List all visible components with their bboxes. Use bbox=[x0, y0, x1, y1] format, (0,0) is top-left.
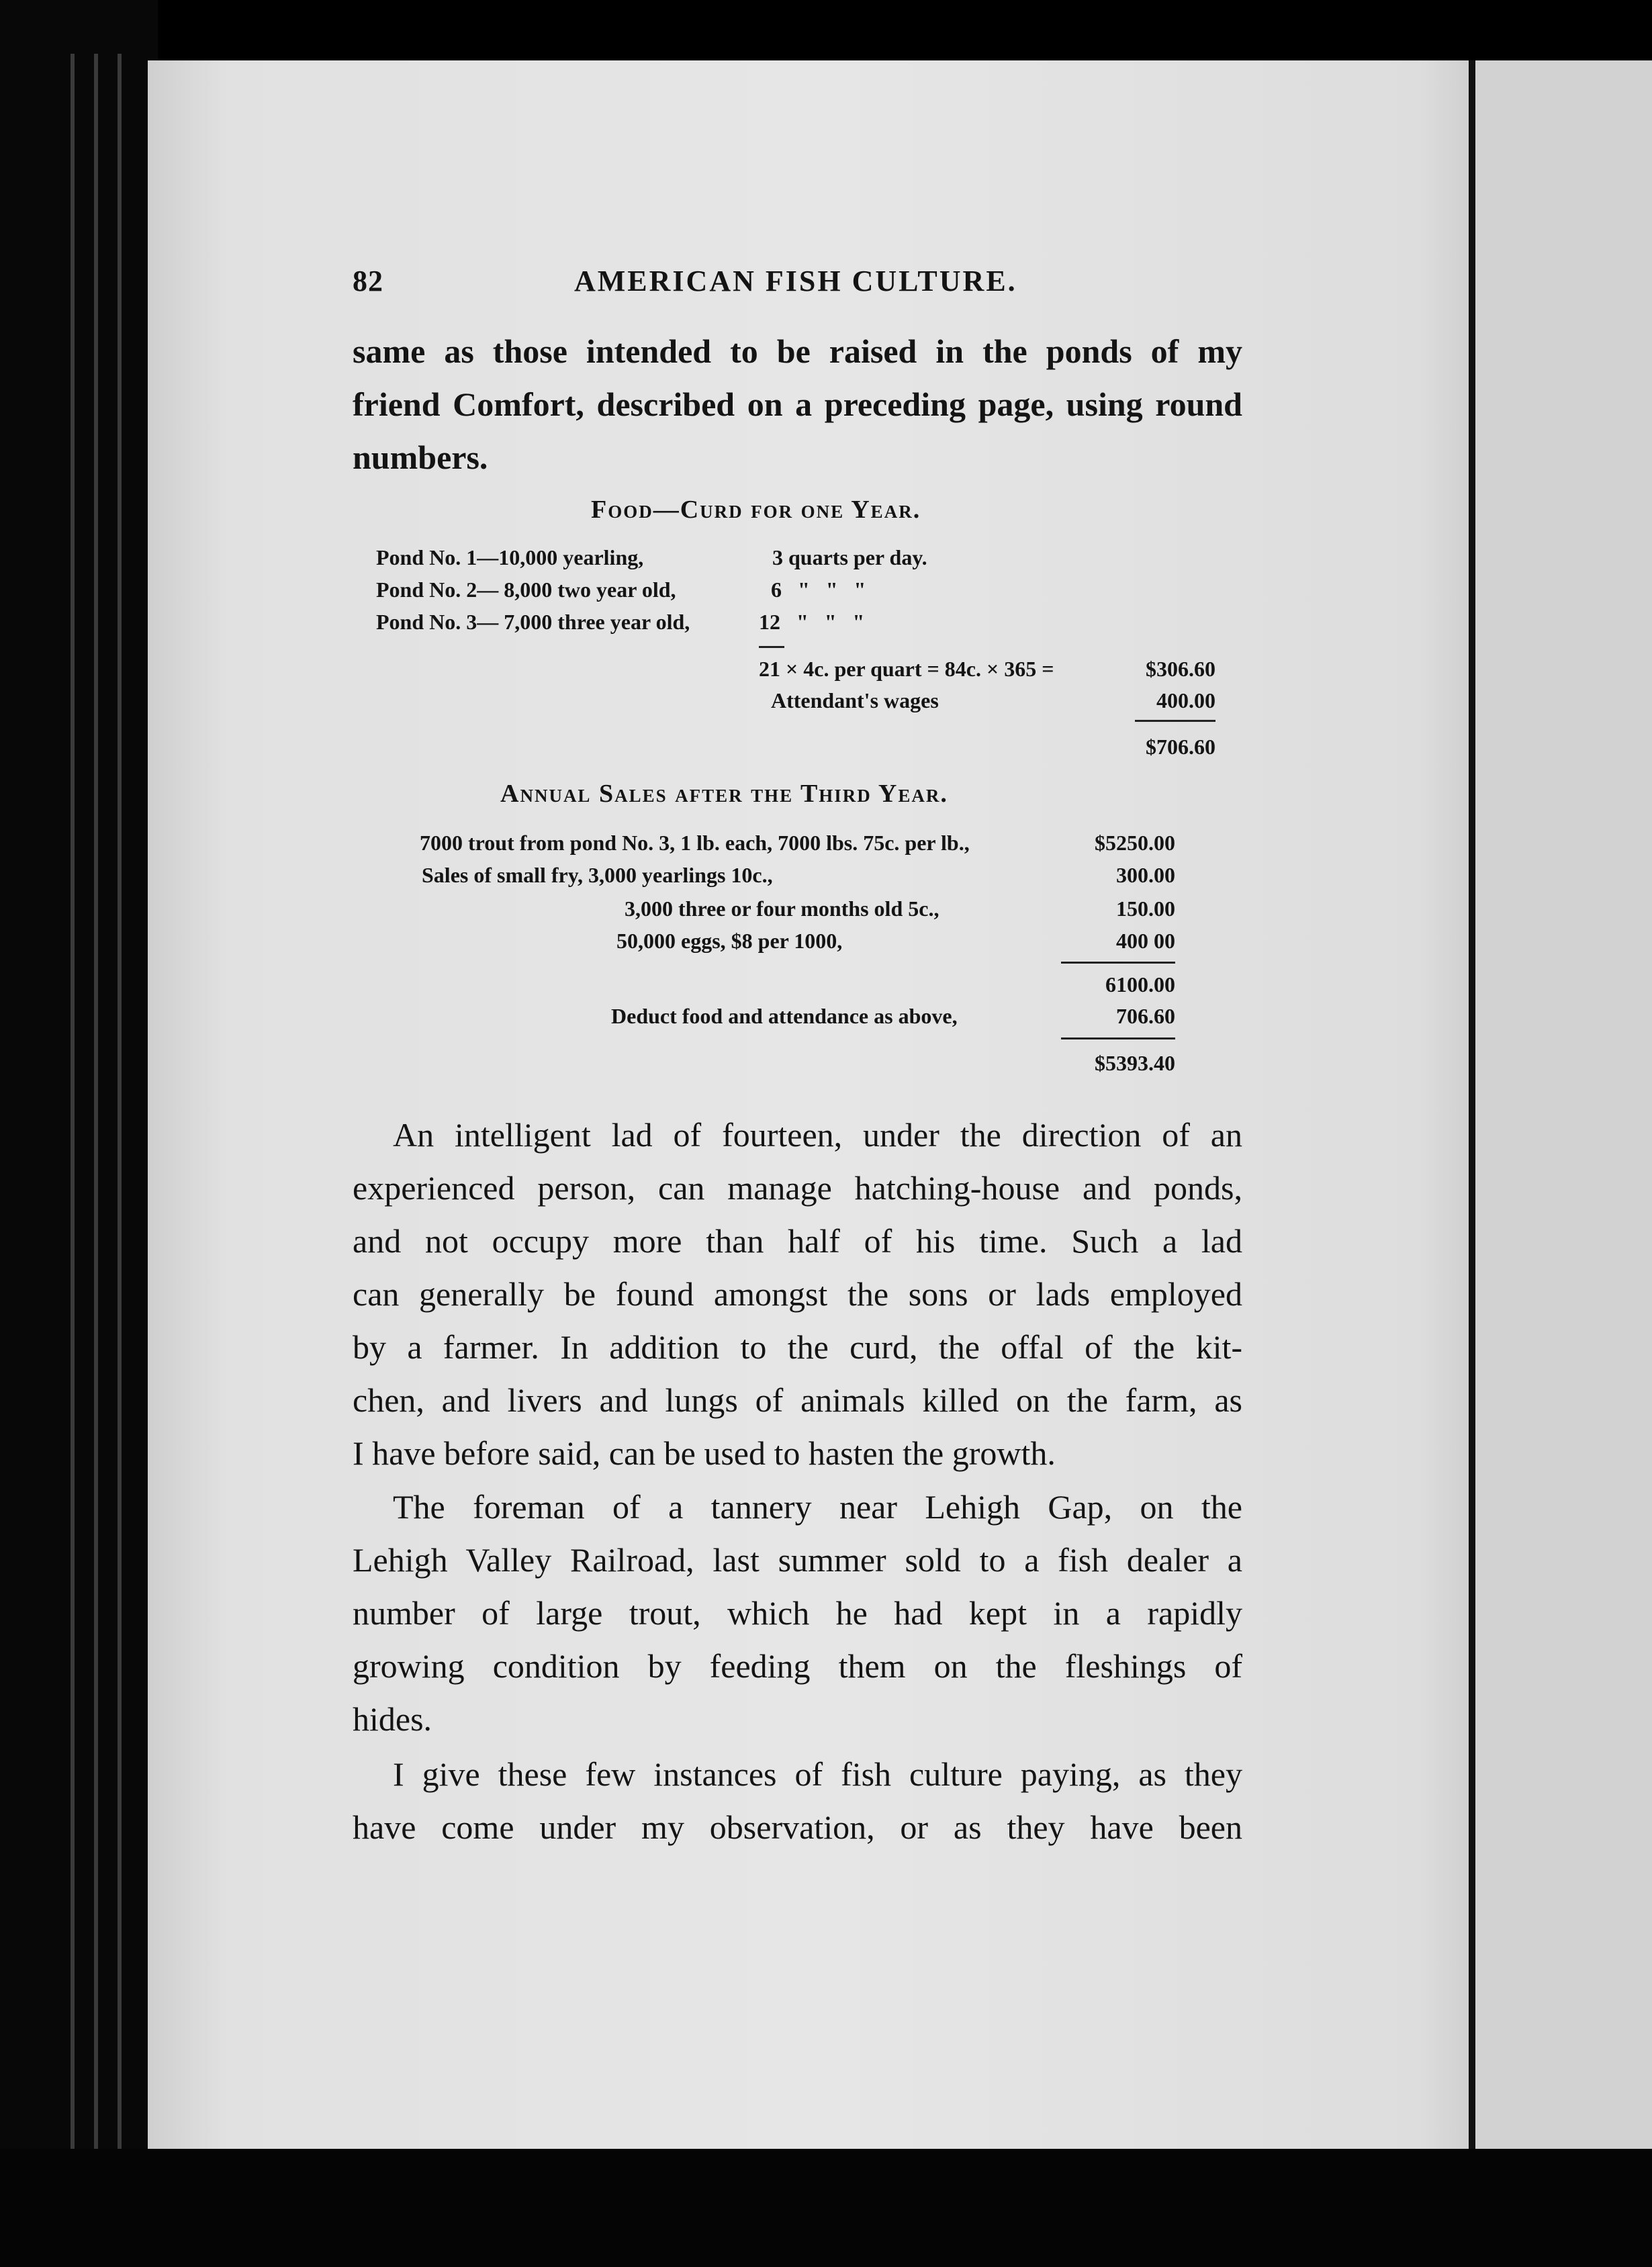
gutter-line bbox=[118, 54, 122, 2149]
text-line: same as those intended to be raised in the ponds of my bbox=[353, 332, 1242, 370]
body-paragraph bbox=[353, 1748, 1242, 1854]
text-line: An intelligent lad of fourteen, under the direction of an bbox=[393, 1116, 1242, 1154]
page-edge bbox=[1469, 60, 1475, 2149]
text-line: growing condition by feeding them on the fleshings of bbox=[353, 1647, 1242, 1685]
text-line: can generally be found amongst the sons or lads employed bbox=[353, 1275, 1242, 1313]
food-row-pond: Pond No. 2— 8,000 two year old, bbox=[376, 577, 676, 602]
food-row-amount: 6 " " " bbox=[771, 577, 866, 602]
text-line: I give these few instances of fish culture paying, as they bbox=[393, 1755, 1242, 1793]
text-line: hides. bbox=[353, 1700, 432, 1738]
sum-rule bbox=[759, 646, 784, 648]
book-gutter bbox=[0, 0, 158, 2267]
scan-border bbox=[0, 2149, 1652, 2267]
text-line: The foreman of a tannery near Lehigh Gap, on the bbox=[393, 1488, 1242, 1526]
wages-label: Attendant's wages bbox=[771, 688, 939, 712]
text-line: chen, and livers and lungs of animals killed on the farm, as bbox=[353, 1381, 1242, 1419]
sales-row-value: 400 00 bbox=[1116, 929, 1175, 953]
food-calc-value: $306.60 bbox=[1146, 657, 1215, 681]
gutter-line bbox=[94, 54, 98, 2149]
deduct-label: Deduct food and attendance as above, bbox=[611, 1004, 958, 1028]
body-paragraph bbox=[353, 1481, 1242, 1746]
text-line: and not occupy more than half of his time. Such a lad bbox=[353, 1222, 1242, 1260]
body-paragraph bbox=[353, 1109, 1242, 1480]
sales-row-label: 50,000 eggs, $8 per 1000, bbox=[616, 929, 843, 953]
sales-net: $5393.40 bbox=[1095, 1051, 1175, 1075]
text-line: experienced person, can manage hatching-house and ponds, bbox=[353, 1169, 1242, 1207]
sales-row-value: $5250.00 bbox=[1095, 831, 1175, 855]
sum-rule bbox=[1135, 720, 1215, 722]
food-row-amount: 12 " " " bbox=[759, 610, 865, 634]
text-line: number of large trout, which he had kept in a rapidly bbox=[353, 1594, 1242, 1632]
text-line: by a farmer. In addition to the curd, the offal of the kit- bbox=[353, 1328, 1242, 1366]
food-table-title: Food—Curd for one Year. bbox=[591, 496, 921, 524]
page-number: 82 bbox=[353, 265, 383, 297]
sales-row-label: 7000 trout from pond No. 3, 1 lb. each, 7000 lbs. 75c. per lb., bbox=[420, 831, 970, 855]
deduct-value: 706.60 bbox=[1116, 1004, 1175, 1028]
food-row-pond: Pond No. 1—10,000 yearling, bbox=[376, 545, 644, 569]
food-row-pond: Pond No. 3— 7,000 three year old, bbox=[376, 610, 690, 634]
sales-row-value: 150.00 bbox=[1116, 896, 1175, 921]
gutter-line bbox=[71, 54, 75, 2149]
sales-row-label: Sales of small fry, 3,000 yearlings 10c., bbox=[422, 863, 773, 887]
intro-paragraph bbox=[353, 325, 1242, 484]
text-line: I have before said, can be used to hasten the growth. bbox=[353, 1434, 1056, 1472]
food-row-amount: 3 quarts per day. bbox=[772, 545, 927, 569]
food-total: $706.60 bbox=[1146, 735, 1215, 759]
wages-value: 400.00 bbox=[1156, 688, 1215, 712]
sales-subtotal: 6100.00 bbox=[1105, 972, 1175, 997]
text-line: have come under my observation, or as they have been bbox=[353, 1808, 1242, 1846]
sales-table-title: Annual Sales after the Third Year. bbox=[500, 780, 948, 808]
sum-rule bbox=[1061, 962, 1175, 964]
sales-row-value: 300.00 bbox=[1116, 863, 1175, 887]
text-line: Lehigh Valley Railroad, last summer sold to a fish dealer a bbox=[353, 1541, 1242, 1579]
text-line: friend Comfort, described on a preceding page, using round bbox=[353, 385, 1242, 423]
sum-rule bbox=[1061, 1037, 1175, 1039]
running-title: AMERICAN FISH CULTURE. bbox=[574, 265, 1017, 297]
text-line: numbers. bbox=[353, 438, 488, 476]
food-calc-label: 21 × 4c. per quart = 84c. × 365 = bbox=[759, 657, 1054, 681]
facing-page-edge bbox=[1475, 60, 1652, 2149]
sales-row-label: 3,000 three or four months old 5c., bbox=[625, 896, 939, 921]
